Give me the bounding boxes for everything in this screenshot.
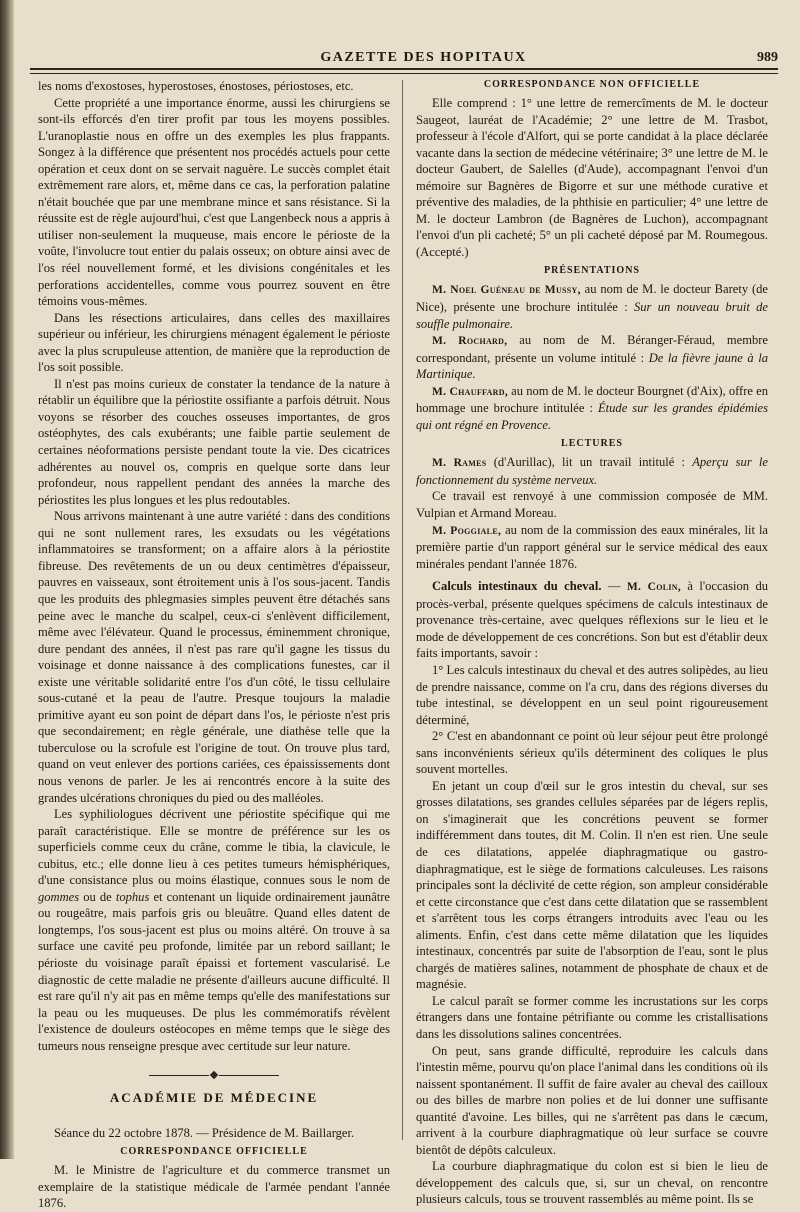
seance-line: Séance du 22 octobre 1878. — Présidence de M. Baillarger.	[54, 1125, 355, 1140]
section-ornament	[38, 1070, 390, 1080]
lecture-entry	[416, 454, 768, 488]
ornament-line	[149, 1075, 209, 1076]
paragraph: En jetant un coup d'œil sur le gros intestin du cheval, sur ses grosses dilatations, ses grandes cellules séparées par de légers replis, on s'imaginerait que les concrétions peuvent se former indifféremment dans toutes, dit M. Colin. Il n'en est rien. Une seule de ces dilatations, appelée diaphragmatique ou gastro-diaphragmatique, est le siège de formations calculeuses. Les raisons principales sont la déclivité de cette région, son ampleur considérable et cette circonstance que c'est dans cette dilatation que se rassemblent et s'arrêtent tous les corps étrangers introduits avec l'eau ou les aliments. Enfin, c'est dans cette même dilatation que les liquides intestinaux, concentrés par suite de l'absorption de l'eau, sont le plus chargés de matières salines, notamment de phosphate de chaux et de magnésie.	[416, 778, 768, 992]
paragraph: Le calcul paraît se former comme les incrustations sur les corps étrangers dans une fontaine pétrifiante ou comme les cristallisations dans les dissolutions salines concentrées.	[416, 993, 768, 1041]
presentation-entry	[416, 281, 768, 332]
speaker-name: M. Chauffard,	[432, 385, 509, 398]
section-title-correspondance-non-officielle: CORRESPONDANCE NON OFFICIELLE	[483, 79, 701, 90]
work-title: De la fièvre jaune à la Martinique.	[416, 350, 768, 382]
speaker-name: M. Rames	[432, 457, 487, 470]
paragraph: Cette propriété a une importance énorme, aussi les chirurgiens se sont-ils efforcés d'en tirer profit par tous les moyens possibles. L'uranoplastie nous en offre un des exemples les plus frappants. Songez à la différence que présentent nos procédés actuels pour cette opération et ceux dont on se servait naguère. Le succès complet était extrêmement rare alors, et, même dans ce cas, la perforation palatine n'était bouchée que par une membrane mince et sans résistance. Si la réussite est de règle aujourd'hui, c'est que Langenbeck nous a appris à utiliser non-seulement la muqueuse, mais encore le périoste de la voûte, l'involucre tout entier du palais osseux; on obture ainsi avec de l'os réel nouvellement formé, et les divisions congénitales et les perforations accidentelles, comme vous pourrez souvent en être témoins vous-mêmes.	[38, 95, 390, 309]
page-binding-shadow	[0, 0, 14, 1159]
numbered-point: 2° C'est en abandonnant ce point où leur séjour peut être prolongé sans inconvénients sérieux qu'ils déterminent des coliques le plus souvent mortelles.	[416, 729, 768, 777]
paragraph: Ce travail est renvoyé à une commission composée de MM. Vulpian et Armand Moreau.	[416, 489, 768, 521]
paragraph	[38, 806, 390, 1054]
section-title-academie: ACADÉMIE DE MÉDECINE	[109, 1090, 319, 1106]
left-column	[38, 78, 390, 1211]
text-run: et contenant un liquide ordinairement jaunâtre ou rougeâtre, mais parfois gris ou bleuâtre. Quand elles datent de longtemps, l'os sous-jacent est plus ou moins altéré. On trouve à sa surface une cavité peu profonde, limitée par un rebord saillant; le périoste du voisinage paraît épaissi et fortement vascularisé. Le diagnostic de cette maladie ne présente d'ailleurs aucune difficulté. Il est rare qu'il n'y ait pas en même temps qu'elle des manifestations sur la peau ou les muqueuses. De plus les commémoratifs révèlent l'existence de douleurs ostéocopes en même temps que le siège des tumeurs nous renseigne presque avec certitude sur leur nature.	[38, 889, 390, 1053]
italic-term: gommes	[38, 889, 80, 904]
speaker-name: M. Noel Guéneau de Mussy,	[432, 284, 581, 297]
text-run: au nom de la commission des eaux minérales, lit la première partie d'un rapport général sur le service médical des eaux minérales pendant l'année 1876.	[416, 522, 768, 571]
run-in-heading: Calculs intestinaux du cheval.	[432, 579, 602, 594]
page-number: 989	[757, 50, 778, 65]
paragraph: Elle comprend : 1° une lettre de remercîments de M. le docteur Saugeot, lauréat de l'Académie; 2° une lettre de M. Trasbot, professeur à l'école d'Alfort, qui se porte candidat à la place déclarée vacante dans la section de médecine vétérinaire; 3° une lettre de M. le docteur Gaubert, de Salelles (d'Aude), accompagnant l'envoi d'un mémoire sur Bagnères de Bigorre et sur une méthode curative et préventive des maladies, de la phthisie en particulier; 4° une lettre de M. le docteur Lambron (de Bagnères de Luchon), accompagnant l'envoi d'un pli cacheté; 5° un pli cacheté déposé par M. Roumegous. (Accepté.)	[416, 96, 768, 259]
calculs-paragraph	[416, 578, 768, 662]
paragraph: les noms d'exostoses, hyperostoses, énostoses, périostoses, etc.	[38, 79, 354, 93]
text-run: Les syphiliologues décrivent une périostite spécifique qui me paraît caractéristique. Elle se montre de préférence sur les os superficiels comme ceux du crâne, comme le tibia, la clavicule, le cubitus, etc.; elle donne lieu à ces petites tumeurs hémisphériques, d'une consistance plus ou moins élastique, connues sous le nom de	[38, 807, 390, 888]
speaker-name: M. Poggiale,	[432, 524, 502, 537]
text-run: —	[601, 579, 627, 594]
page-header	[30, 44, 778, 66]
ornament-diamond	[210, 1071, 218, 1079]
right-column	[416, 78, 769, 1207]
text-run: au nom de M. Béranger-Féraud, membre correspondant, présente un volume intitulé :	[416, 333, 768, 365]
text-run: à l'occasion du procès-verbal, présente quelques spécimens de calculs intestinaux de provenance très-certaine, avec quelques réflexions sur le lieu et le mode de développement de ces concrétions. Son but est d'établir deux faits importants, savoir :	[416, 579, 768, 661]
work-title: Sur un nouveau bruit de souffle pulmonaire.	[416, 300, 768, 331]
presentation-entry	[416, 332, 768, 383]
lecture-entry	[416, 522, 768, 573]
paragraph: Dans les résections articulaires, dans celles des maxillaires supérieur ou inférieur, les chirurgiens ménagent également le périoste avec la plus scrupuleuse attention, de manière que la reproduction de l'os soit possible.	[38, 310, 390, 375]
paragraph: La courbure diaphragmatique du colon est si bien le lieu de développement des calculs que, si, sur un cheval, on rencontre plusieurs calculs, tous se trouvent rassemblés au même point. Ils se	[416, 1159, 768, 1207]
presentation-entry	[416, 383, 768, 434]
speaker-name: M. Rochard,	[432, 335, 508, 348]
italic-term: tophus	[115, 889, 150, 904]
section-title-lectures: LECTURES	[561, 438, 623, 450]
paragraph: On peut, sans grande difficulté, reproduire les calculs dans l'intestin même, pourvu qu'on place l'animal dans les conditions où ils naissent spontanément. Il suffit de faire avaler au cheval des cailloux ou des billes de marbre non polies et de lui donner une suffisante quantité d'avoine. Les billes, qui ne s'arrêtent pas dans le cæcum, arrivent à la courbure diaphragmatique où leur surface se couvre bientôt de dépôts calculeux.	[416, 1043, 768, 1157]
ornament-line	[219, 1075, 279, 1076]
paragraph: Il n'est pas moins curieux de constater la tendance de la nature à rétablir un équilibre que la périostite ossifiante a parfois détruit. Nous voyons se résorber des couches osseuses importantes, de gros ostéophytes, des cals exubérants; une faible partie seulement de certaines néoformations persiste pendant toute la vie. Des cicatrices adhérentes au nouvel os, compris en quelque sorte dans leur profondeur, nous rappellent pendant des années la marche des périostites les plus longues et les plus redoutables.	[38, 376, 390, 507]
journal-title: GAZETTE DES HOPITAUX	[320, 50, 527, 65]
text-run: au nom de M. le docteur Bourgnet (d'Aix), offre en hommage une brochure intitulée :	[416, 383, 768, 416]
text-run: ou de	[79, 889, 116, 904]
speaker-name: M. Colin,	[626, 581, 682, 594]
text-run: (d'Aurillac), lit un travail intitulé :	[486, 455, 693, 470]
header-rule	[30, 68, 778, 74]
paragraph: Nous arrivons maintenant à une autre variété : dans des conditions qui ne sont nullement rares, les exsudats ou les végétations inflammatoires se transforment; on a affaire alors à la périostite fibreuse. Des revêtements de un ou deux centimètres d'épaisseur, pauvres en vaisseaux, sont étroitement unis à l'os sous-jacent. Tandis que les produits des phlegmasies simples peuvent être détachés sans peine avec le manche du scalpel, ceux-ci s'enlèvent difficilement, même avec l'élévateur. Quand le processus, éminemment chronique, dure pendant des années, il n'est pas rare qu'il gagne les tissus du voisinage et donne naissance à des complications funestes, car il existe une véritable solidarité entre l'os d'un côté, le tissu cellulaire sous-cutané et la peau de l'autre. Presque toujours la maladie primitive ayant eu son point de départ dans l'os, le périoste n'est pris que secondairement; en règle générale, une diathèse telle que la tuberculose ou la scrofule est l'origine de tout. On trouve plus tard, quand on veut enlever des portions cariées, ces épaississements dont nous venons de parler. Je les ai rencontrés encore à la suite des grandes ulcérations chroniques du pied ou des malléoles.	[38, 509, 390, 805]
work-title: Aperçu sur le fonctionnement du système nerveux.	[416, 455, 768, 487]
numbered-point: 1° Les calculs intestinaux du cheval et des autres solipèdes, au lieu de prendre naissance, comme on l'a cru, dans des régions diverses du tube intestinal, se développent en un seul point rigoureusement déterminé,	[416, 662, 768, 727]
section-title-presentations: PRÉSENTATIONS	[544, 265, 640, 277]
column-divider	[402, 80, 403, 1140]
section-title-correspondance-officielle: CORRESPONDANCE OFFICIELLE	[120, 1146, 308, 1158]
work-title: Étude sur les grandes épidémies qui ont régné en Provence.	[416, 401, 769, 432]
text-run: au nom de M. le docteur Barety (de Nice), présente une brochure intitulée :	[416, 282, 768, 315]
paragraph: M. le Ministre de l'agriculture et du commerce transmet un exemplaire de la statistique médicale de l'armée pendant l'année 1876.	[38, 1163, 390, 1211]
